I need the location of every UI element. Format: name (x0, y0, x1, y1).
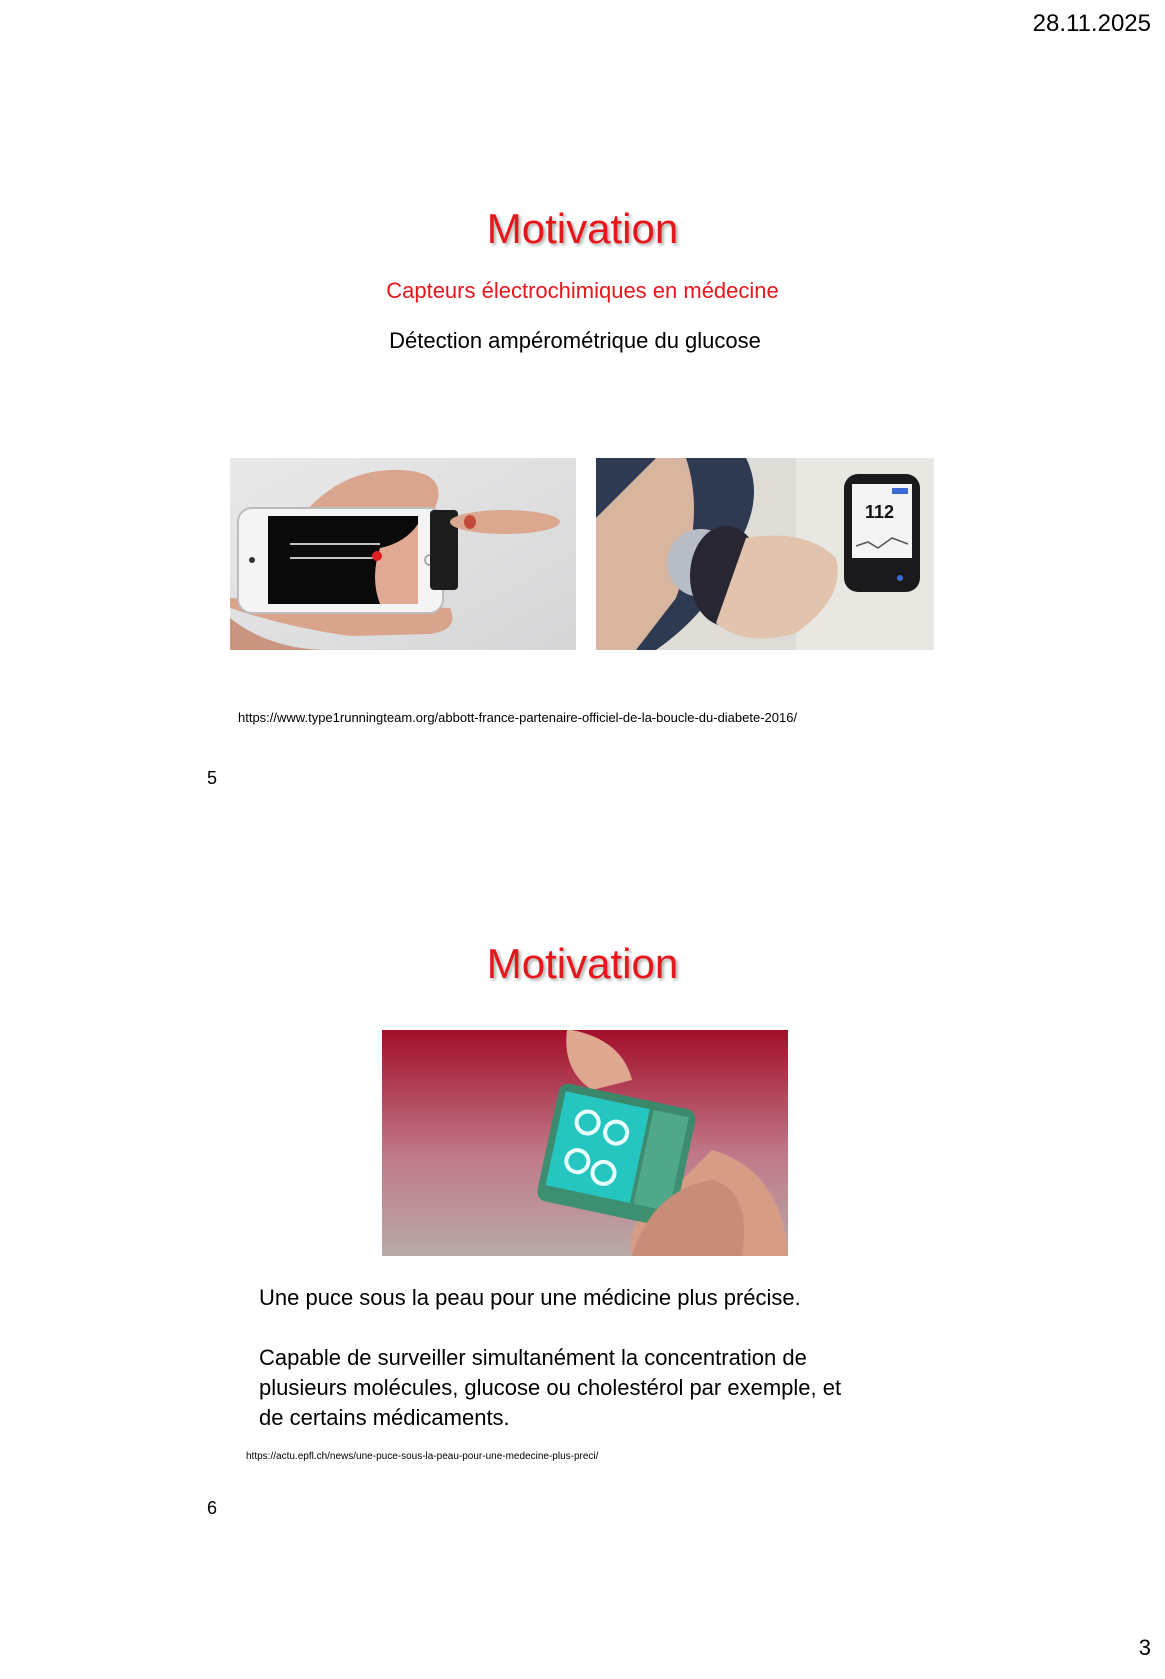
slide6-title: Motivation (486, 940, 679, 987)
slide5-heading: Détection ampérométrique du glucose (389, 328, 761, 353)
slide6-number: 6 (207, 1498, 218, 1518)
slide5-title: Motivation (486, 205, 679, 252)
smartphone-glucose-photo (230, 458, 576, 650)
slide5-source: https://www.type1runningteam.org/abbott-france-partenaire-officiel-de-la-boucle-du-diabete-2016/ (238, 710, 798, 725)
slide6-paragraph1: Une puce sous la peau pour une médicine plus précise. (259, 1285, 801, 1310)
reader-glucose-value: 112 (865, 502, 895, 522)
slide6-source: https://actu.epfl.ch/news/une-puce-sous-la-peau-pour-une-medecine-plus-preci/ (246, 1451, 599, 1462)
slide5-subtitle: Capteurs électrochimiques en médecine (386, 278, 779, 303)
glucose-sensor-reader-photo (596, 458, 934, 650)
slide6-paragraph2-line1: Capable de surveiller simultanément la concentration de (259, 1345, 807, 1370)
implantable-chip-photo (382, 1030, 788, 1256)
page-date: 28.11.2025 (1032, 10, 1151, 37)
page-number: 3 (1138, 1635, 1151, 1660)
slide6-paragraph2-line2: plusieurs molécules, glucose ou cholestérol par exemple, et (259, 1375, 842, 1400)
slide5-number: 5 (207, 768, 218, 788)
slide6-paragraph2-line3: de certains médicaments. (259, 1405, 510, 1430)
